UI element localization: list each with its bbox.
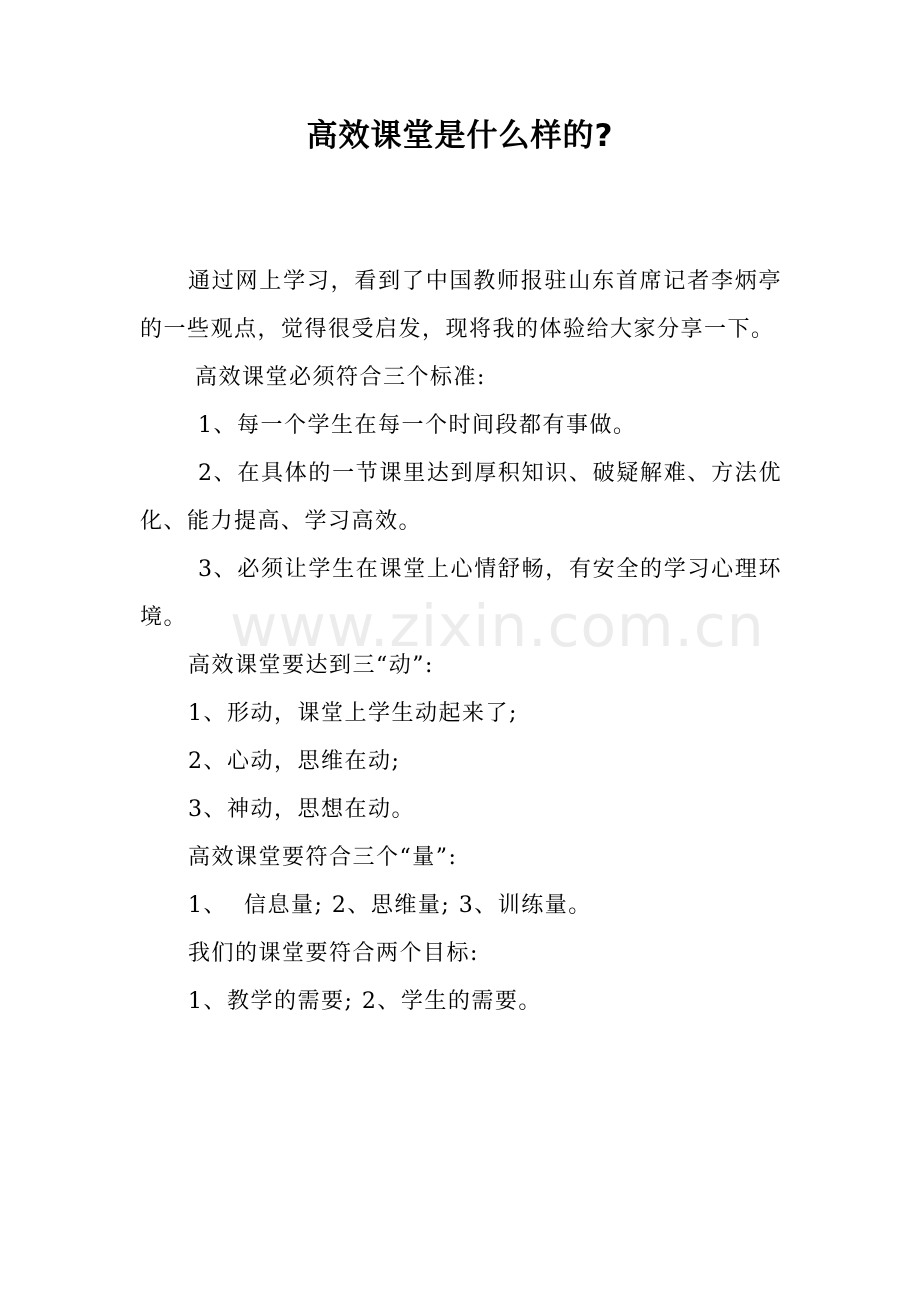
page-title: 高效课堂是什么样的? (306, 118, 614, 154)
standard-item-1: 1、每一个学生在每一个时间段都有事做。 (198, 413, 637, 438)
move-item-2: 2、心动，思维在动; (188, 749, 401, 774)
goals-list: 1、教学的需要; 2、学生的需要。 (188, 989, 542, 1014)
document-body (140, 258, 782, 1026)
move-item-3: 3、神动，思想在动。 (188, 797, 415, 822)
quantities-list: 1、 信息量; 2、思维量; 3、训练量。 (188, 893, 592, 918)
watermark: www.zixin.com.cn (230, 592, 765, 660)
three-moves-heading: 高效课堂要达到三“动”: (188, 653, 434, 678)
standard-item-2: 2、在具体的一节课里达到厚积知识、破疑解难、方法优化、能力提高、学习高效。 (140, 461, 782, 534)
standards-heading: 高效课堂必须符合三个标准: (195, 365, 486, 390)
goals-heading: 我们的课堂要符合两个目标: (188, 941, 479, 966)
move-item-1: 1、形动，课堂上学生动起来了; (188, 701, 518, 726)
intro-paragraph: 通过网上学习，看到了中国教师报驻山东首席记者李炳亭的一些观点，觉得很受启发，现将我的体验给大家分享一下。 (140, 269, 782, 342)
three-quantities-heading: 高效课堂要符合三个“量”: (188, 845, 458, 870)
standard-item-3: 3、必须让学生在课堂上心情舒畅，有安全的学习心理环境。 (140, 557, 782, 630)
